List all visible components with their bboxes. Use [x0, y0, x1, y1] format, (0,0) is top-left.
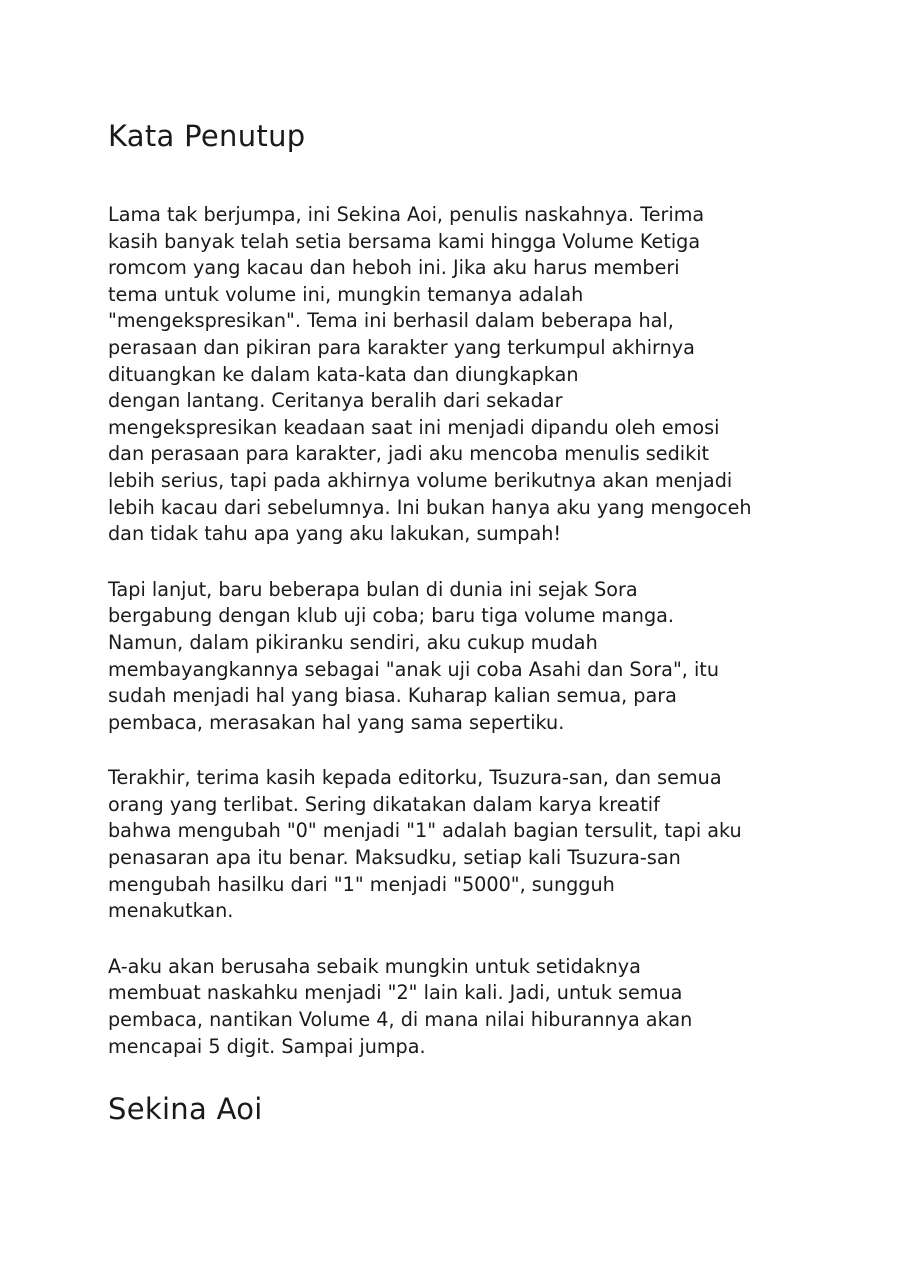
text-line: mengekspresikan keadaan saat ini menjadi dipandu oleh emosi — [108, 415, 720, 439]
text-line: lebih serius, tapi pada akhirnya volume berikutnya akan menjadi — [108, 468, 733, 492]
text-line: membuat naskahku menjadi "2" lain kali. Jadi, untuk semua — [108, 981, 683, 1005]
text-line: bergabung dengan klub uji coba; baru tiga volume manga. — [108, 604, 674, 628]
text-line: dengan lantang. Ceritanya beralih dari sekadar — [108, 389, 563, 413]
text-line: Lama tak berjumpa, ini Sekina Aoi, penulis naskahnya. Terima — [108, 203, 705, 226]
text-line: mengubah hasilku dari "1" menjadi "5000", sungguh — [108, 872, 615, 896]
text-line: Tapi lanjut, baru beberapa bulan di dunia ini sejak Sora — [108, 577, 638, 601]
text-line: dituangkan ke dalam kata-kata dan diungkapkan — [108, 362, 579, 386]
paragraph-2 — [108, 577, 828, 737]
afterword-body — [108, 202, 828, 1089]
text-line: penasaran apa itu benar. Maksudku, setiap kali Tsuzura-san — [108, 846, 681, 870]
text-line: Terakhir, terima kasih kepada editorku, Tsuzura-san, dan semua — [108, 766, 722, 790]
text-line: dan perasaan para karakter, jadi aku mencoba menulis sedikit — [108, 442, 710, 466]
text-line: perasaan dan pikiran para karakter yang terkumpul akhirnya — [108, 335, 695, 359]
text-line: Namun, dalam pikiranku sendiri, aku cukup mudah — [108, 630, 598, 654]
paragraph-3 — [108, 765, 828, 925]
text-line: sudah menjadi hal yang biasa. Kuharap kalian semua, para — [108, 684, 677, 708]
text-line: kasih banyak telah setia bersama kami hingga Volume Ketiga — [108, 229, 701, 253]
text-line: "mengekspresikan". Tema ini berhasil dalam beberapa hal, — [108, 309, 674, 333]
text-line: pembaca, nantikan Volume 4, di mana nilai hiburannya akan — [108, 1008, 693, 1032]
paragraph-4 — [108, 954, 828, 1060]
text-line: dan tidak tahu apa yang aku lakukan, sumpah! — [108, 522, 562, 546]
paragraph-1 — [108, 202, 828, 548]
text-line: pembaca, merasakan hal yang sama sepertiku. — [108, 710, 565, 734]
page-title: Kata Penutup — [108, 119, 306, 153]
text-line: A-aku akan berusaha sebaik mungkin untuk setidaknya — [108, 954, 641, 978]
text-line: orang yang terlibat. Sering dikatakan dalam karya kreatif — [108, 792, 660, 816]
text-line: bahwa mengubah "0" menjadi "1" adalah bagian tersulit, tapi aku — [108, 819, 742, 843]
text-line: membayangkannya sebagai "anak uji coba Asahi dan Sora", itu — [108, 657, 719, 681]
text-line: tema untuk volume ini, mungkin temanya adalah — [108, 282, 584, 306]
text-line: romcom yang kacau dan heboh ini. Jika aku harus memberi — [108, 256, 680, 280]
text-line: lebih kacau dari sebelumnya. Ini bukan hanya aku yang mengoceh — [108, 495, 752, 519]
text-line: menakutkan. — [108, 899, 234, 923]
text-line: mencapai 5 digit. Sampai jumpa. — [108, 1034, 426, 1058]
author-signature: Sekina Aoi — [108, 1092, 263, 1126]
